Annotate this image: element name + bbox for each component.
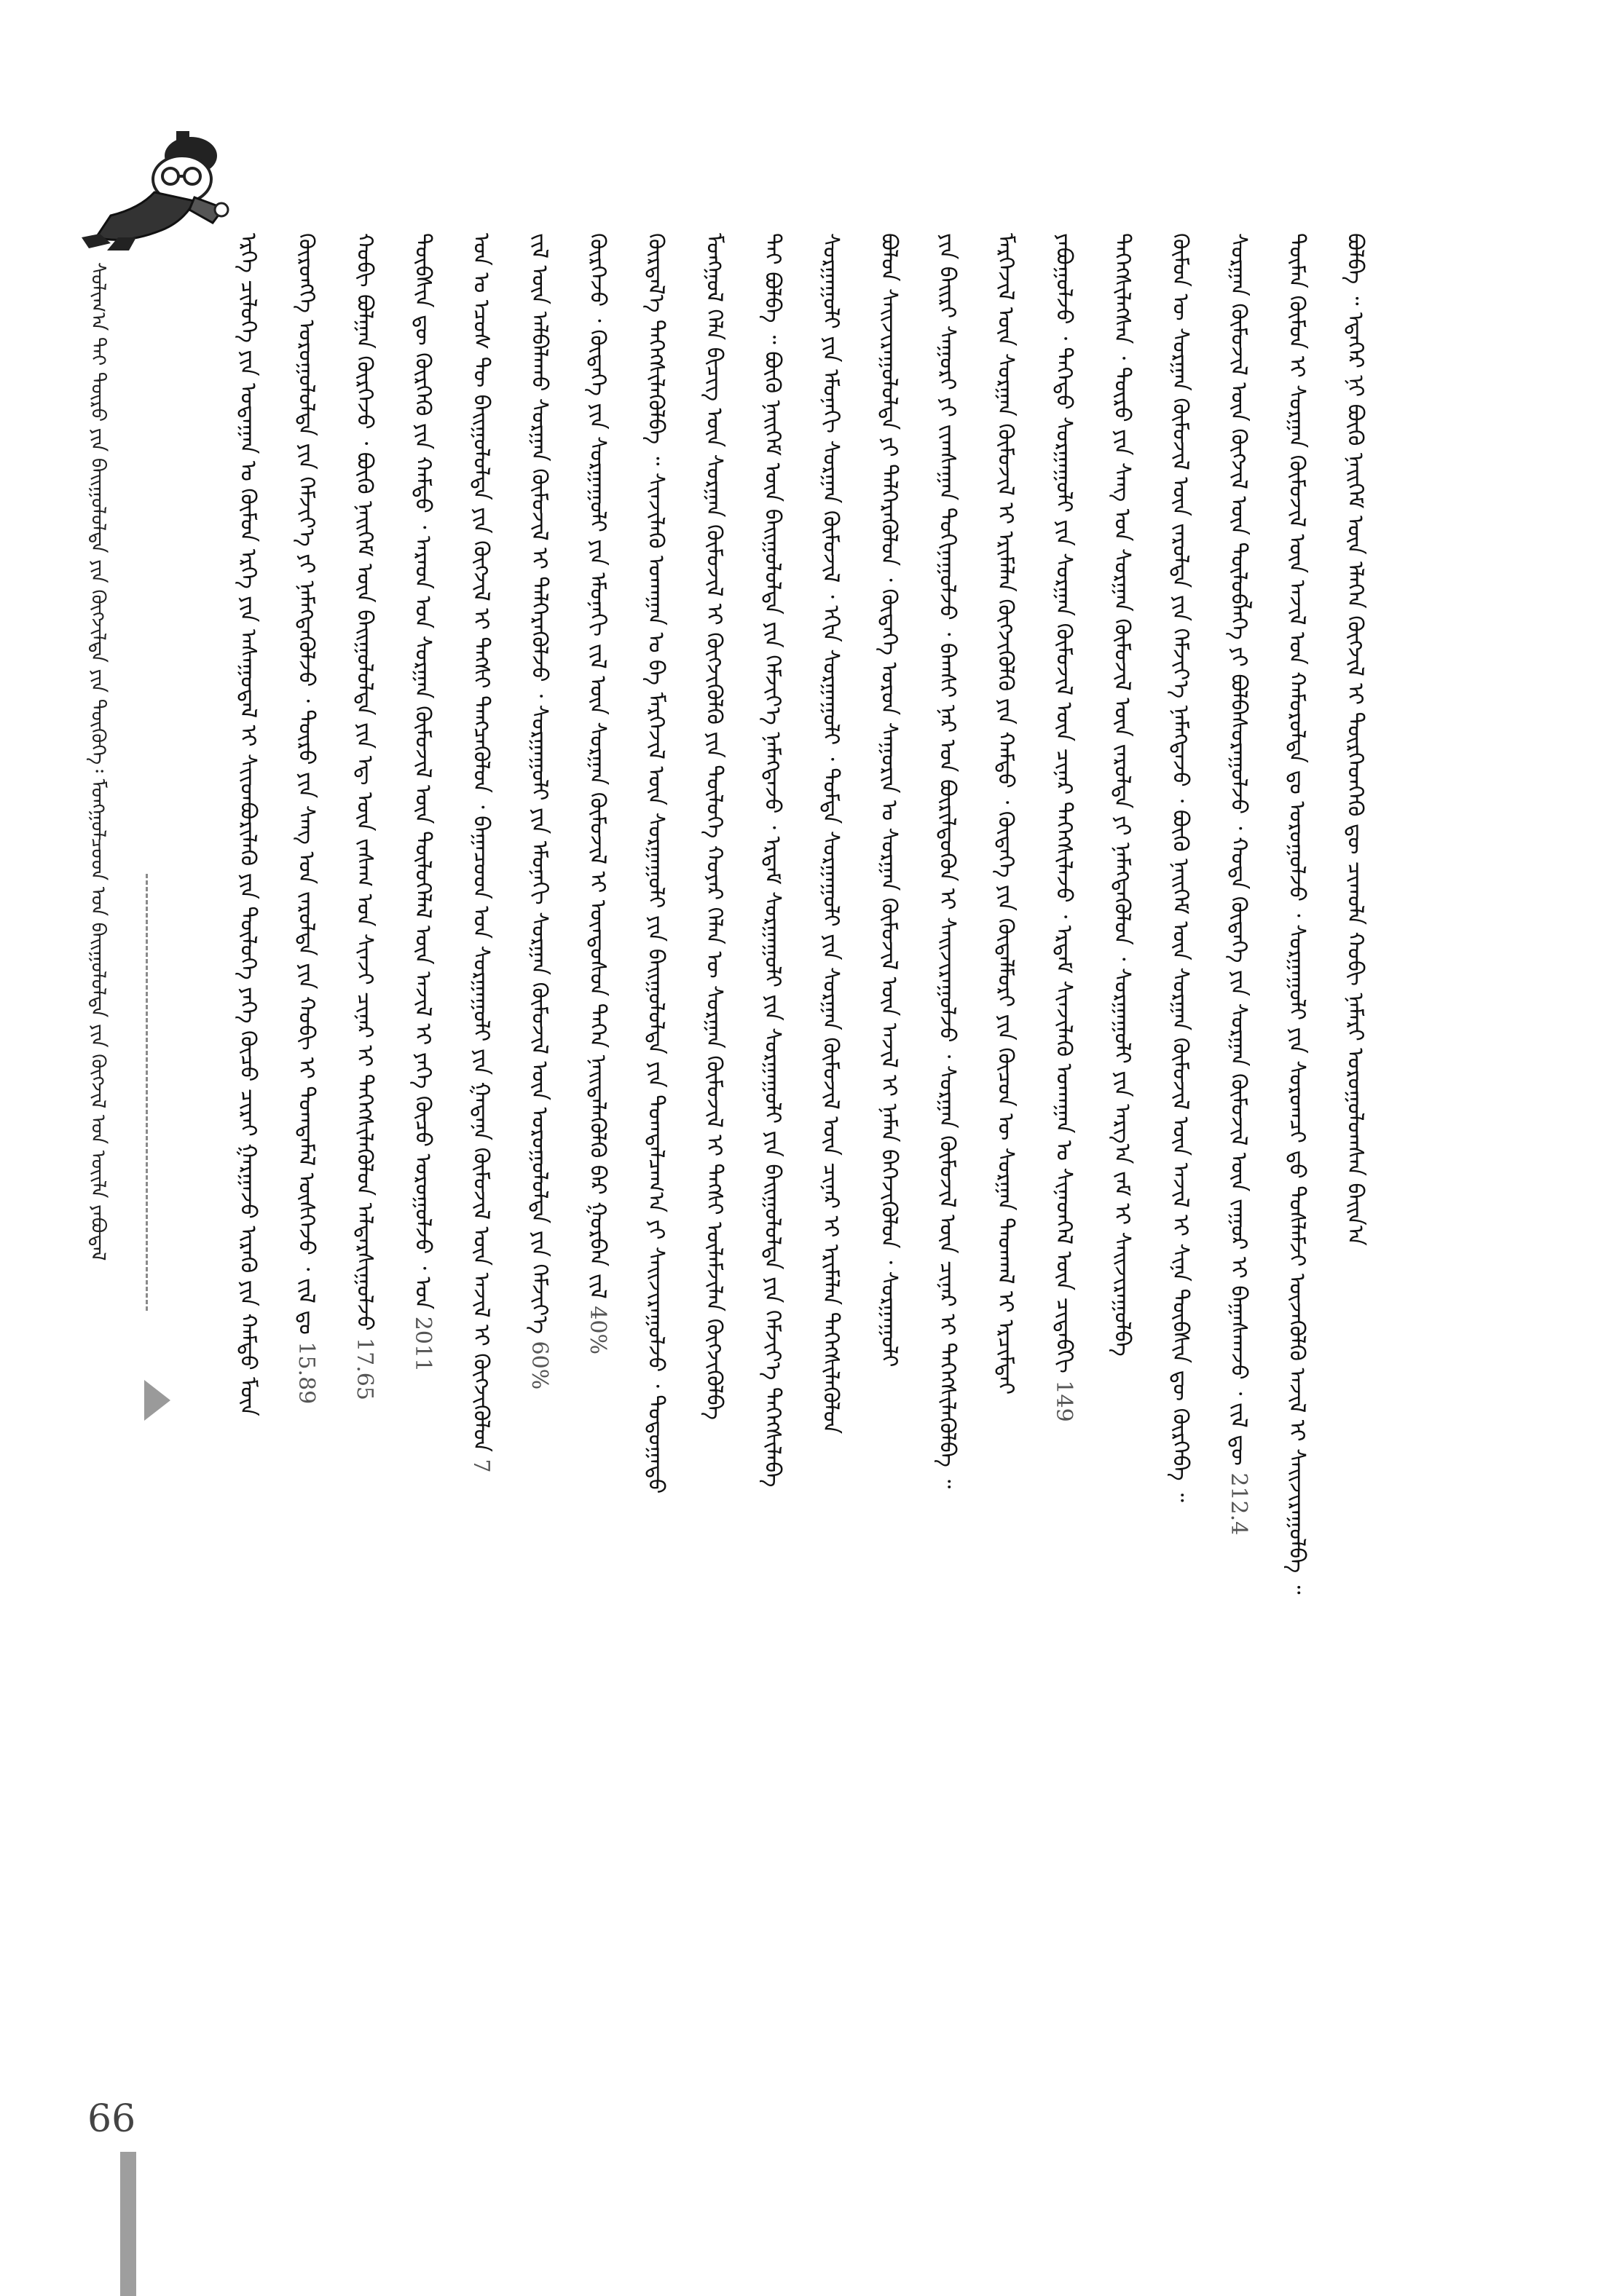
text-column: ᠬᠤᠪᠢ ᠪᠣᠯᠭᠠᠨ ᠬᠦᠷᠭᠡᠵᠦ ᠂ ᠪᠦᠬᠦ ᠨᠡᠢᠭᠡᠮ ᠦᠨ ᠪᠠᠢᠭᠤᠯᠤᠯᠳᠠ ᠶᠢᠨ ᠡᠳ᠋ ᠦᠨ ᠵᠠᠰᠠᠭ ᠤᠨ ᠰᠢᠨᠵᠢ ᠴᠢᠨᠠᠷ ᠢ ᠳᠡᠭᠡᠭᠰᠢᠯᠡᠭᠦᠯᠦᠨ ᠠᠯᠳᠠᠷᠰᠢᠭᠤᠯᠵᠤ 17.65 (352, 233, 377, 1400)
scholar-mascot-icon (67, 128, 235, 252)
text-column: ᠰᠤᠷᠭᠠᠭᠤᠯᠢ ᠶᠢᠨ ᠡᠮᠦᠨᠡᠬᠢ ᠰᠤᠷᠭᠠᠨ ᠬᠦᠮᠦᠵᠢᠯ ᠂ ᠡᠬᠢᠨ ᠰᠤᠷᠭᠠᠭᠤᠯᠢ ᠂ ᠳᠤᠮᠳᠠ ᠰᠤᠷᠭᠠᠭᠤᠯᠢ ᠶᠢᠨ ᠰᠤᠷᠭᠠᠨ ᠬᠦᠮᠦᠵᠢᠯ ᠦᠨ ᠴᠢᠨᠠᠷ ᠢ ᠡᠷᠢᠮᠡᠯᠡᠨ ᠳᠡᠭᠡᠭᠰᠢᠯᠡᠭᠦᠯᠦᠨ (818, 233, 843, 1435)
text-column: ᠬᠦᠷᠦᠩᠭᠡ ᠣᠷᠤᠭᠤᠯᠤᠯᠲᠠ ᠶᠢᠨ ᠬᠡᠮᠵᠢᠶ᠎ᠡ ᠶᠢ ᠨᠡᠮᠡᠭᠳᠡᠭᠦᠯᠵᠦ ᠂ ᠲᠥᠷᠥ ᠶᠢᠨ ᠰᠠᠩ ᠤᠨ ᠵᠠᠷᠤᠯᠲᠠ ᠶᠢᠨ ᠬᠤᠪᠢ ᠢ ᠲᠣᠭᠲᠠᠮᠠᠯ ᠥᠰᠬᠡᠵᠦ ᠂ ᠵᠢᠯ ᠳᠤ 15.89 (294, 233, 319, 1405)
page-edge-bar (120, 2152, 136, 2296)
text-column: ᠪᠣᠯᠤᠨ ᠰᠠᠢᠵᠢᠷᠠᠭᠤᠯᠤᠯᠲᠠ ᠶᠢ ᠳᠡᠯᠭᠡᠷᠡᠭᠦᠯᠦᠨ ᠂ ᠬᠥᠳᠡᠭᠡ ᠤᠷᠤᠨ ᠰᠠᠭᠤᠷᠢᠨ ᠤ ᠰᠤᠷᠭᠠᠨ ᠬᠦᠮᠦᠵᠢᠯ ᠦᠨ ᠠᠵᠢᠯ ᠢ ᠨᠡᠮᠡᠨ ᠪᠡᠬᠡᠵᠢᠭᠦᠯᠦᠨ ᠂ ᠰᠤᠷᠭᠠᠭᠤᠯᠢ (876, 233, 902, 1368)
text-column: ᠬᠦᠷᠭᠡᠵᠦ ᠂ ᠬᠥᠳᠡᠭᠡ ᠶᠢᠨ ᠰᠤᠷᠭᠠᠭᠤᠯᠢ ᠶᠢᠨ ᠡᠮᠦᠨᠡᠬᠢ ᠵᠢᠯ ᠦᠨ ᠰᠤᠷᠭᠠᠨ ᠬᠦᠮᠦᠵᠢᠯ ᠢ ᠦᠨᠳᠦᠰᠦᠨ ᠳᠡᠭᠡᠨ ᠨᠡᠢᠲᠡᠯᠡᠭᠦᠯᠬᠦ ᠪᠠᠷ ᠭᠤᠷᠪᠠᠨ ᠵᠢᠯ 40% (585, 233, 610, 1354)
text-column: ᠶᠠᠪᠤᠭᠤᠯᠵᠤ ᠂ ᠲᠡᠭᠡᠳᠦ ᠰᠤᠷᠭᠠᠭᠤᠯᠢ ᠶᠢᠨ ᠰᠤᠷᠭᠠᠨ ᠬᠦᠮᠦᠵᠢᠯ ᠦᠨ ᠴᠢᠨᠠᠷ ᠳᠡᠭᠡᠭᠰᠢᠯᠡᠵᠦ ᠂ ᠡᠷᠳᠡᠮ ᠰᠢᠨᠵᠢᠯᠡᠬᠦ ᠤᠬᠠᠭᠠᠨ ᠤ ᠰᠢᠨᠡᠳᠬᠡᠯ ᠦᠨ ᠴᠢᠳᠠᠪᠬᠢ 149 (1051, 233, 1077, 1422)
text-column: ᠬᠦᠷᠲᠡᠯ᠎ᠡ ᠳᠡᠭᠡᠭᠰᠢᠯᠡᠭᠦᠯᠪᠡ ᠃ ᠰᠢᠨᠵᠢᠯᠡᠬᠦ ᠤᠬᠠᠭᠠᠨ ᠤ ᠪᠠ ᠮᠡᠷᠭᠡᠵᠢᠯ ᠦᠨ ᠰᠤᠷᠭᠠᠭᠤᠯᠢ ᠶᠢᠨ ᠪᠠᠢᠭᠤᠯᠤᠯᠳᠠ ᠶᠢᠨ ᠲᠣᠭᠲᠠᠯᠴᠠᠭ᠎ᠠ ᠶᠢ ᠰᠠᠢᠵᠢᠷᠠᠭᠤᠯᠵᠤ ᠂ ᠳᠣᠲᠣᠭᠠᠳᠤ (643, 233, 669, 1494)
header-dashed-rule (146, 874, 148, 1311)
text-column: ᠳᠡᠭᠡᠭᠰᠢᠯᠡᠭᠰᠡᠨ ᠂ ᠲᠥᠷᠥ ᠶᠢᠨ ᠰᠠᠩ ᠤᠨ ᠰᠤᠷᠭᠠᠨ ᠬᠦᠮᠦᠵᠢᠯ ᠦᠨ ᠵᠠᠷᠤᠯᠲᠠ ᠶᠢ ᠨᠡᠮᠡᠭᠳᠡᠭᠦᠯᠦᠨ ᠂ ᠰᠤᠷᠭᠠᠭᠤᠯᠢ ᠶᠢᠨ ᠠᠷᠭ᠎ᠠ ᠵᠠᠮ ᠢ ᠰᠠᠢᠵᠢᠷᠠᠭᠤᠯᠪᠠ (1109, 233, 1135, 1357)
text-column: ᠲᠡᠢ ᠪᠣᠯᠪᠠ ᠃ ᠪᠦᠬᠦ ᠨᠡᠢᠭᠡᠮ ᠦᠨ ᠪᠠᠢᠭᠤᠯᠤᠯᠳᠠ ᠶᠢᠨ ᠬᠡᠮᠵᠢᠶ᠎ᠡ ᠨᠡᠮᠡᠭᠳᠡᠵᠦ ᠂ ᠡᠷᠳᠡᠮ ᠰᠤᠷᠭᠠᠭᠤᠯᠢ ᠶᠢᠨ ᠰᠤᠷᠭᠠᠭᠤᠯᠢ ᠶᠢᠨ ᠪᠠᠢᠭᠤᠯᠤᠯᠳᠠ ᠶᠢᠨ ᠬᠡᠮᠵᠢᠶ᠎ᠡ ᠳᠡᠭᠡᠭᠰᠢᠯᠡᠪᠡ (760, 233, 785, 1488)
text-column: ᠶᠢᠨ ᠪᠠᠢᠷᠢ ᠰᠠᠭᠤᠷᠢ ᠶᠢ ᠵᠢᠭᠰᠠᠭᠠᠨ ᠲᠣᠬᠢᠨᠠᠭᠤᠯᠵᠤ ᠂ ᠪᠠᠭᠰᠢ ᠨᠠᠷ ᠤᠨ ᠪᠦᠷᠢᠯᠳᠦᠭᠦᠨ ᠢ ᠰᠠᠢᠵᠢᠷᠠᠭᠤᠯᠵᠤ ᠂ ᠰᠤᠷᠭᠠᠨ ᠬᠦᠮᠦᠵᠢᠯ ᠦᠨ ᠴᠢᠨᠠᠷ ᠢ ᠳᠡᠭᠡᠭᠰᠢᠯᠡᠭᠦᠯᠪᠡ ᠃ (935, 233, 960, 1489)
text-column: ᠰᠤᠷᠭᠠᠨ ᠬᠦᠮᠦᠵᠢᠯ ᠦᠨ ᠬᠥᠭᠵᠢᠯ ᠦᠨ ᠲᠥᠯᠥᠪᠯᠡᠭᠡ ᠶᠢ ᠪᠣᠯᠪᠠᠰᠤᠷᠠᠭᠤᠯᠵᠤ ᠂ ᠬᠣᠲᠠ ᠬᠥᠳᠡᠭᠡ ᠶᠢᠨ ᠰᠤᠷᠭᠠᠨ ᠬᠦᠮᠦᠵᠢᠯ ᠦᠨ ᠵᠠᠭᠤᠷ ᠢ ᠪᠠᠭᠠᠰᠬᠠᠵᠤ ᠂ ᠵᠢᠯ ᠳᠦ 212.4 (1226, 233, 1251, 1536)
text-column: ᠲᠦᠮᠡᠨ ᠬᠦᠮᠦᠨ ᠢ ᠰᠤᠷᠭᠠᠨ ᠬᠦᠮᠦᠵᠢᠯ ᠦᠨ ᠠᠵᠢᠯ ᠤᠨ ᠬᠠᠮᠤᠷᠤᠯᠲᠠ ᠳᠤ ᠣᠷᠤᠭᠤᠯᠵᠤ ᠂ ᠰᠤᠷᠭᠠᠭᠤᠯᠢ ᠶᠢᠨ ᠰᠤᠷᠤᠭᠴᠢ ᠳ᠋ᠤ ᠲᠤᠰᠯᠠᠮᠵᠢ ᠦᠵᠡᠭᠦᠯᠬᠦ ᠠᠵᠢᠯ ᠢ ᠰᠠᠢᠵᠢᠷᠠᠭᠤᠯᠪᠠ ᠃ (1284, 233, 1310, 1595)
text-column: ᠪᠣᠯᠪᠠ ᠃ ᠡᠳᠡᠭᠡᠷ ᠨᠢ ᠪᠦᠬᠦ ᠨᠡᠢᠭᠡᠮ ᠦᠨ ᠡᠯᠡᠭᠡᠨ ᠬᠥᠭᠵᠢᠯ ᠢ ᠲᠦᠷᠭᠡᠳᠭᠡᠬᠦ ᠳᠦ ᠴᠢᠬᠤᠯᠠ ᠬᠤᠪᠢ ᠨᠡᠮᠡᠷᠢ ᠣᠷᠤᠭᠤᠯᠤᠭᠰᠠᠨ ᠪᠠᠢᠨ᠎ᠠ (1342, 233, 1368, 1246)
text-column: ᠲᠦᠪᠰᠢᠨ ᠳᠦ ᠬᠦᠷᠭᠡᠬᠦ ᠶᠢᠨ ᠬᠠᠮᠲᠤ ᠂ ᠠᠷᠠᠳ ᠤᠨ ᠰᠤᠷᠭᠠᠨ ᠬᠦᠮᠦᠵᠢᠯ ᠦᠨ ᠲᠥᠯᠥᠭᠡᠯᠡᠯ ᠦᠨ ᠠᠵᠢᠯ ᠢ ᠶᠡᠬᠡ ᠬᠦᠴᠦ ᠣᠷᠤᠭᠤᠯᠵᠤ ᠂ ᠣᠨ 2011 (410, 233, 436, 1373)
text-column: ᠵᠢᠯ ᠦᠨ ᠠᠯᠪᠠᠯᠠᠬᠤ ᠰᠤᠷᠭᠠᠨ ᠬᠦᠮᠦᠵᠢᠯ ᠢ ᠳᠡᠯᠭᠡᠷᠡᠭᠦᠯᠵᠦ ᠂ ᠰᠤᠷᠭᠠᠭᠤᠯᠢ ᠶᠢᠨ ᠡᠮᠦᠨᠡᠬᠢ ᠰᠤᠷᠭᠠᠨ ᠬᠦᠮᠦᠵᠢᠯ ᠦᠨ ᠣᠷᠤᠭᠤᠯᠤᠯᠲᠠ ᠶᠢᠨ ᠬᠡᠮᠵᠢᠶ᠎ᠡ 60% (527, 233, 552, 1390)
page-number: 66 (87, 2097, 136, 2141)
text-column: ᠮᠣᠩᠭᠣᠯ ᠬᠡᠯᠡ ᠪᠢᠴᠢᠭ᠌ ᠦᠨ ᠰᠤᠷᠭᠠᠨ ᠬᠦᠮᠦᠵᠢᠯ ᠢ ᠬᠥᠭᠵᠢᠭᠦᠯᠬᠦ ᠶᠢᠨ ᠲᠥᠯᠥᠭᠡ ᠬᠣᠶᠠᠷ ᠬᠡᠯᠡᠨ ᠦ ᠰᠤᠷᠭᠠᠨ ᠬᠦᠮᠦᠵᠢᠯ ᠢ ᠲᠡᠭᠰᠢ ᠦᠯᠡᠮᠵᠢᠯᠡᠨ ᠬᠥᠭᠵᠢᠭᠦᠯᠪᠡ (701, 233, 727, 1420)
text-column: ᠣᠨ ᠤ ᠡᠴᠦᠰ ᠲᠦ ᠪᠠᠢᠭᠤᠯᠤᠯᠳᠠ ᠶᠢᠨ ᠬᠥᠭᠵᠢᠯ ᠢ ᠲᠡᠭᠰᠢ ᠲᠡᠩᠴᠡᠭᠦᠯᠦᠨ ᠂ ᠪᠠᠭᠠᠴᠤᠳ ᠤᠨ ᠰᠤᠷᠭᠠᠭᠤᠯᠢ ᠶᠢᠨ ᠭᠠᠳᠠᠨᠠ ᠬᠦᠮᠦᠵᠢᠯ ᠦᠨ ᠠᠵᠢᠯ ᠢ ᠬᠥᠭᠵᠢᠭᠦᠯᠦᠨ 7 (468, 233, 494, 1473)
triangle-marker-icon (144, 1380, 170, 1421)
text-column: ᠮᠡᠷᠭᠡᠵᠢᠯ ᠦᠨ ᠰᠤᠷᠭᠠᠨ ᠬᠦᠮᠦᠵᠢᠯ ᠢ ᠡᠷᠢᠮᠡᠯᠡᠨ ᠬᠥᠭᠵᠢᠭᠦᠯᠬᠦ ᠶᠢᠨ ᠬᠠᠮᠲᠤ ᠂ ᠬᠥᠳᠡᠭᠡ ᠶᠢᠨ ᠬᠥᠳᠡᠯᠮᠦᠷᠢ ᠶᠢᠨ ᠬᠦᠴᠦᠨ ᠦ ᠰᠤᠷᠭᠠᠨ ᠳᠠᠳᠬᠠᠯ ᠢ ᠡᠷᠴᠢᠮᠲᠡᠢ (993, 233, 1018, 1395)
body-text (219, 233, 1384, 2024)
text-column: ᠡᠷᠬᠡ ᠴᠢᠯᠦᠭᠡ ᠶᠢᠨ ᠤᠳᠠᠭᠠᠨ ᠤ ᠬᠦᠮᠦᠨ ᠡᠷᠬᠡ ᠶᠢᠨ ᠠᠰᠠᠭᠤᠳᠠᠯ ᠢ ᠰᠢᠢᠳᠪᠦᠷᠢᠯᠡᠬᠦ ᠶᠢᠨ ᠲᠥᠯᠥᠭᠡ ᠶᠡᠬᠡ ᠬᠦᠴᠦ ᠴᠢᠷᠠᠢ ᠭᠠᠷᠭᠠᠵᠤ ᠢᠷᠡᠬᠦ ᠶᠢᠨ ᠬᠠᠮᠲᠤ ᠮᠥᠨ (235, 233, 261, 1416)
text-column: ᠬᠦᠮᠦᠨ ᠦ ᠰᠤᠷᠭᠠᠨ ᠬᠦᠮᠦᠵᠢᠯ ᠦᠨ ᠵᠠᠷᠤᠯᠲᠠ ᠶᠢᠨ ᠬᠡᠮᠵᠢᠶ᠎ᠡ ᠨᠡᠮᠡᠭᠳᠡᠵᠦ ᠂ ᠪᠦᠬᠦ ᠨᠡᠢᠭᠡᠮ ᠦᠨ ᠰᠤᠷᠭᠠᠨ ᠬᠦᠮᠦᠵᠢᠯ ᠦᠨ ᠠᠵᠢᠯ ᠢ ᠰᠢᠨᠡ ᠲᠦᠪᠰᠢᠨ ᠳᠦ ᠬᠦᠷᠭᠡᠪᠡ ᠃ (1168, 233, 1193, 1502)
running-header: ᠰᠣᠯᠢᠭ᠎ᠠ ᠲᠠᠢ ᠲᠥᠷᠦ ᠶᠢᠨ ᠪᠠᠢᠭᠤᠯᠤᠯᠳᠠ ᠶᠢᠨ ᠬᠥᠭᠵᠢᠯᠲᠡ ᠶᠢᠨ ᠲᠦᠭᠦᠬᠡ᠄ ᠮᠣᠩᠭᠣᠯᠴᠤᠳ ᠤᠨ ᠪᠠᠢᠭᠤᠯᠤᠯᠳᠠ ᠶᠢᠨ ᠬᠥᠭᠵᠢᠯ ᠤᠨ ᠦᠢᠯᠡ ᠶᠠᠪᠤᠳᠠᠯ (87, 262, 109, 1261)
